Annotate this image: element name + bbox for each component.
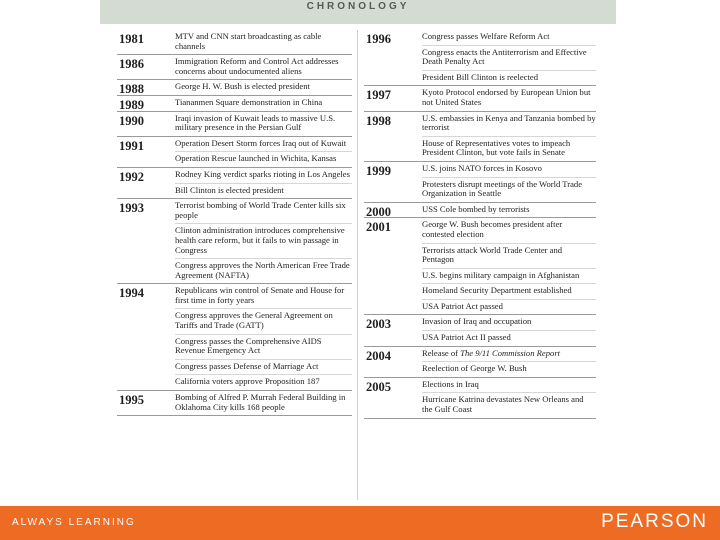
event-item: Bombing of Alfred P. Murrah Federal Building in Oklahoma City kills 168 people: [175, 392, 346, 412]
year-block: [364, 218, 596, 315]
event-item: Protesters disrupt meetings of the World Trade Organization in Seattle: [422, 177, 596, 202]
event-list: [422, 218, 596, 314]
event-item: Release of The 9/11 Commission Report: [422, 347, 561, 358]
event-list: [422, 86, 596, 110]
year-block: [364, 112, 596, 162]
right-column: [364, 30, 596, 419]
event-item: Republicans win control of Senate and House for first time in forty years: [175, 285, 345, 305]
event-item: U.S. joins NATO forces in Kosovo: [422, 162, 542, 173]
event-item: Hurricane Katrina devastates New Orleans and the Gulf Coast: [422, 392, 596, 417]
event-item: Reelection of George W. Bush: [422, 361, 596, 377]
event-item: Tiananmen Square demonstration in China: [175, 96, 323, 107]
event-item: USS Cole bombed by terrorists: [422, 203, 530, 214]
year-label: 1989: [119, 97, 144, 112]
event-item: Congress approves the North American Free Trade Agreement (NAFTA): [175, 258, 352, 283]
event-list: [175, 80, 352, 95]
left-column: [117, 30, 352, 416]
year-block: [364, 162, 596, 203]
event-list: [175, 96, 352, 111]
event-item: Operation Desert Storm forces Iraq out of Kuwait: [175, 137, 347, 148]
event-item: House of Representatives votes to impeach President Clinton, but vote fails in Senate: [422, 136, 596, 161]
event-item: Bill Clinton is elected president: [175, 183, 352, 199]
year-block: [364, 86, 596, 111]
year-label: 1981: [119, 32, 144, 46]
year-label: 1994: [119, 286, 144, 301]
year-block: [364, 347, 596, 378]
event-list: [175, 137, 352, 167]
publisher-logo: PEARSON: [601, 511, 708, 532]
year-label: 2000: [366, 204, 391, 219]
event-item: USA Patriot Act passed: [422, 299, 596, 315]
year-block: [364, 203, 596, 219]
event-item: Elections in Iraq: [422, 378, 479, 389]
event-item: Clinton administration introduces comprehensive health care reform, but it fails to win passage in Congress: [175, 223, 352, 258]
year-label: 1998: [366, 113, 391, 128]
event-item: California voters approve Proposition 187: [175, 374, 352, 390]
year-block: [117, 199, 352, 284]
event-list: [422, 347, 596, 377]
event-item: Congress enacts the Antiterrorism and Effective Death Penalty Act: [422, 45, 596, 70]
year-block: [364, 315, 596, 346]
year-block: [117, 30, 352, 55]
column-divider: [357, 30, 358, 500]
year-label: 1995: [119, 393, 144, 408]
event-item: Homeland Security Department established: [422, 283, 596, 299]
year-label: 2004: [366, 348, 391, 363]
year-block: [117, 137, 352, 168]
year-label: 1997: [366, 88, 391, 103]
event-item: Congress approves the General Agreement on Tariffs and Trade (GATT): [175, 308, 352, 333]
year-label: 1991: [119, 138, 144, 153]
event-item: Rodney King verdict sparks rioting in Los Angeles: [175, 168, 350, 179]
event-list: [175, 55, 352, 79]
event-list: [422, 203, 596, 218]
event-item: MTV and CNN start broadcasting as cable channels: [175, 31, 322, 51]
event-item: Iraqi invasion of Kuwait leads to massive U.S. military presence in the Persian Gulf: [175, 112, 336, 133]
event-item: Congress passes Welfare Reform Act: [422, 31, 550, 41]
event-list: [422, 112, 596, 161]
event-item: Terrorists attack World Trade Center and Pentagon: [422, 243, 596, 268]
year-label: 2003: [366, 317, 391, 332]
chronology-header: [100, 0, 616, 24]
event-list: [175, 30, 352, 54]
event-list: [175, 199, 352, 283]
year-block: [117, 80, 352, 96]
event-item: George H. W. Bush is elected president: [175, 81, 310, 92]
year-block: [117, 168, 352, 199]
year-label: 2001: [366, 220, 391, 235]
event-item: Terrorist bombing of World Trade Center kills six people: [175, 200, 346, 220]
year-label: 1986: [119, 57, 144, 72]
year-label: 1988: [119, 82, 144, 97]
event-item: Kyoto Protocol endorsed by European Union but not United States: [422, 87, 591, 107]
event-list: [422, 30, 596, 85]
year-block: [117, 96, 352, 112]
year-label: 1993: [119, 201, 144, 216]
year-label: 2005: [366, 379, 391, 394]
event-list: [175, 284, 352, 390]
event-item: Operation Rescue launched in Wichita, Kansas: [175, 151, 352, 167]
event-item: President Bill Clinton is reelected: [422, 70, 596, 86]
footer-tagline: ALWAYS LEARNING: [12, 517, 136, 528]
year-label: 1990: [119, 113, 144, 128]
event-list: [422, 162, 596, 202]
footer-bar: [0, 506, 720, 540]
event-item: Invasion of Iraq and occupation: [422, 316, 532, 327]
event-item: USA Patriot Act II passed: [422, 330, 596, 346]
year-label: 1992: [119, 169, 144, 184]
event-item: George W. Bush becomes president after contested election: [422, 219, 563, 239]
year-block: [117, 284, 352, 391]
event-list: [422, 378, 596, 418]
year-block: [117, 55, 352, 80]
event-item: U.S. embassies in Kenya and Tanzania bombed by terrorist: [422, 112, 596, 133]
event-list: [422, 315, 596, 345]
event-list: [175, 391, 352, 415]
year-block: [117, 391, 352, 416]
year-block: [364, 378, 596, 419]
event-list: [175, 112, 352, 136]
event-item: Congress passes Defense of Marriage Act: [175, 359, 352, 375]
event-item: Congress passes the Comprehensive AIDS Revenue Emergency Act: [175, 334, 352, 359]
year-block: [364, 30, 596, 86]
event-list: [175, 168, 352, 198]
event-item: U.S. begins military campaign in Afghanistan: [422, 268, 596, 284]
year-label: 1999: [366, 163, 391, 178]
year-label: 1996: [366, 32, 391, 46]
header-title: CHRONOLOGY: [306, 1, 410, 12]
year-block: [117, 112, 352, 137]
event-item: Immigration Reform and Control Act addresses concerns about undocumented aliens: [175, 56, 339, 76]
